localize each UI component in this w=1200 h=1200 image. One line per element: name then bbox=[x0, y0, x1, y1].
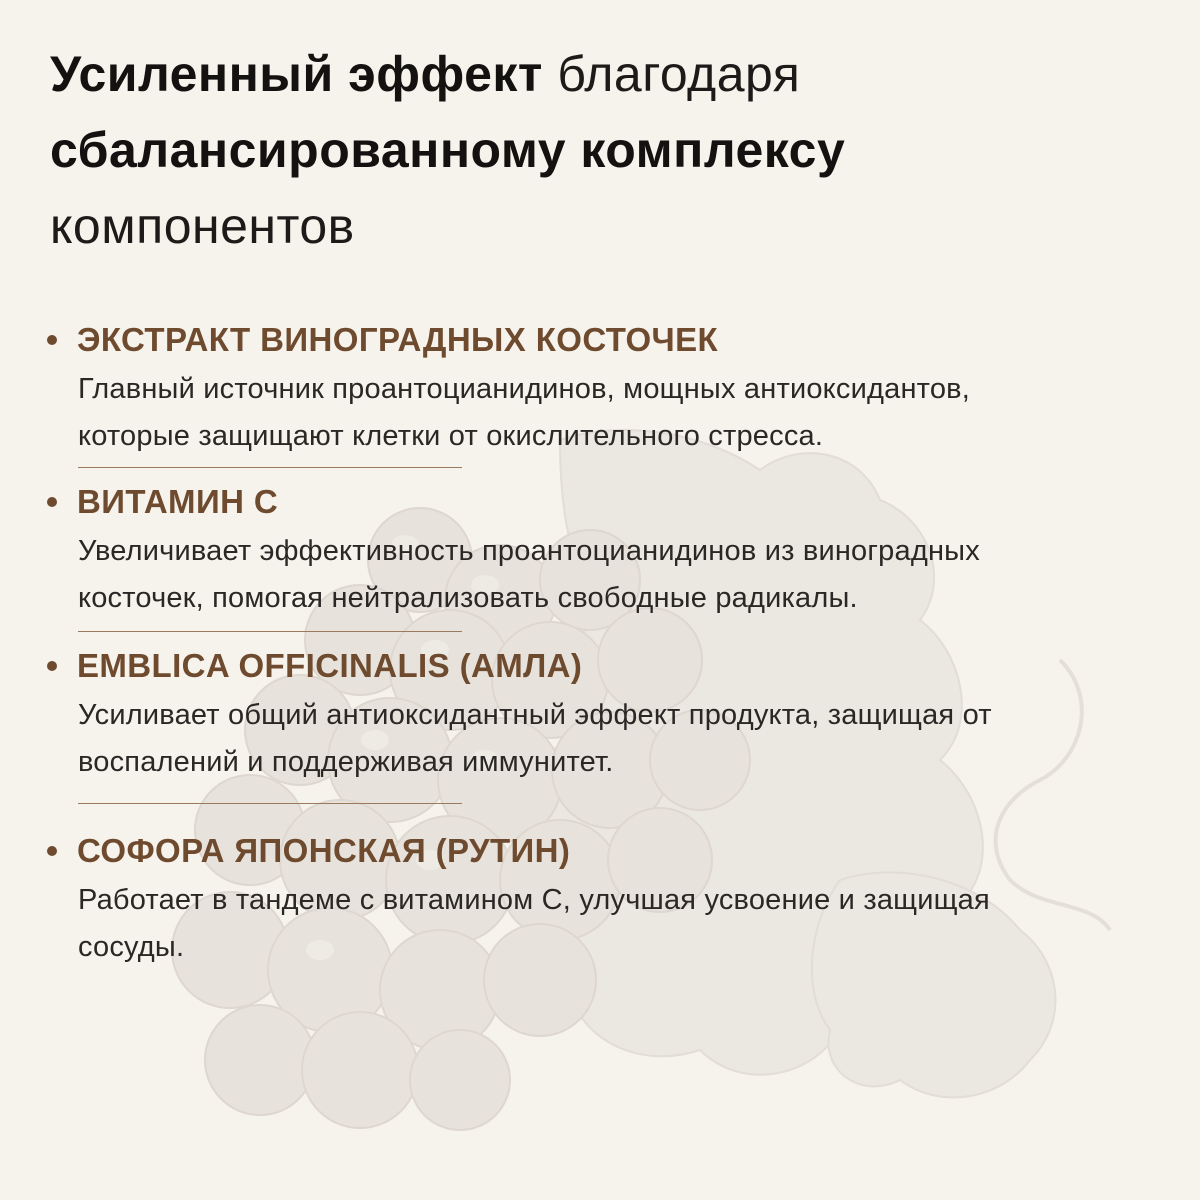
ingredient-grape-seed bbox=[45, 318, 1185, 460]
headline-light-part-2: благодаря bbox=[557, 46, 801, 102]
description-line: воспалений и поддерживая иммунитет. bbox=[78, 746, 614, 778]
description-line: Работает в тандеме с витамином С, улучшая усвоение и защищая bbox=[78, 884, 990, 916]
section-divider bbox=[78, 467, 462, 468]
bullet-dot-icon bbox=[47, 846, 57, 856]
ingredient-description bbox=[45, 528, 1185, 622]
bullet-dot-icon bbox=[47, 661, 57, 671]
bullet-dot-icon bbox=[47, 335, 57, 345]
section-divider bbox=[78, 803, 462, 804]
headline-light-part-4: компонентов bbox=[50, 198, 355, 254]
headline-bold-part-1: Усиленный эффект bbox=[50, 46, 543, 102]
ingredient-title: EMBLICA OFFICINALIS (АМЛА) bbox=[77, 647, 583, 684]
bullet-dot-icon bbox=[47, 497, 57, 507]
ingredient-title: ВИТАМИН С bbox=[77, 483, 279, 520]
description-line: сосуды. bbox=[78, 931, 185, 963]
description-line: Усиливает общий антиоксидантный эффект продукта, защищая от bbox=[78, 699, 992, 731]
ingredient-vitamin-c bbox=[45, 480, 1185, 622]
page-headline bbox=[50, 36, 1150, 264]
ingredient-description bbox=[45, 366, 1185, 460]
section-divider bbox=[78, 631, 462, 632]
ingredient-emblica bbox=[45, 644, 1185, 786]
ingredient-description bbox=[45, 692, 1185, 786]
description-line: Увеличивает эффективность проантоцианидинов из виноградных bbox=[78, 535, 980, 567]
description-line: Главный источник проантоцианидинов, мощных антиоксидантов, bbox=[78, 373, 971, 405]
ingredient-title: ЭКСТРАКТ ВИНОГРАДНЫХ КОСТОЧЕК bbox=[77, 321, 719, 358]
description-line: которые защищают клетки от окислительного стресса. bbox=[78, 420, 824, 452]
headline-bold-part-3: сбалансированному комплексу bbox=[50, 122, 846, 178]
ingredient-description bbox=[45, 877, 1185, 971]
description-line: косточек, помогая нейтрализовать свободные радикалы. bbox=[78, 582, 858, 614]
ingredient-title: СОФОРА ЯПОНСКАЯ (РУТИН) bbox=[77, 832, 571, 869]
ingredient-sophora bbox=[45, 829, 1185, 971]
